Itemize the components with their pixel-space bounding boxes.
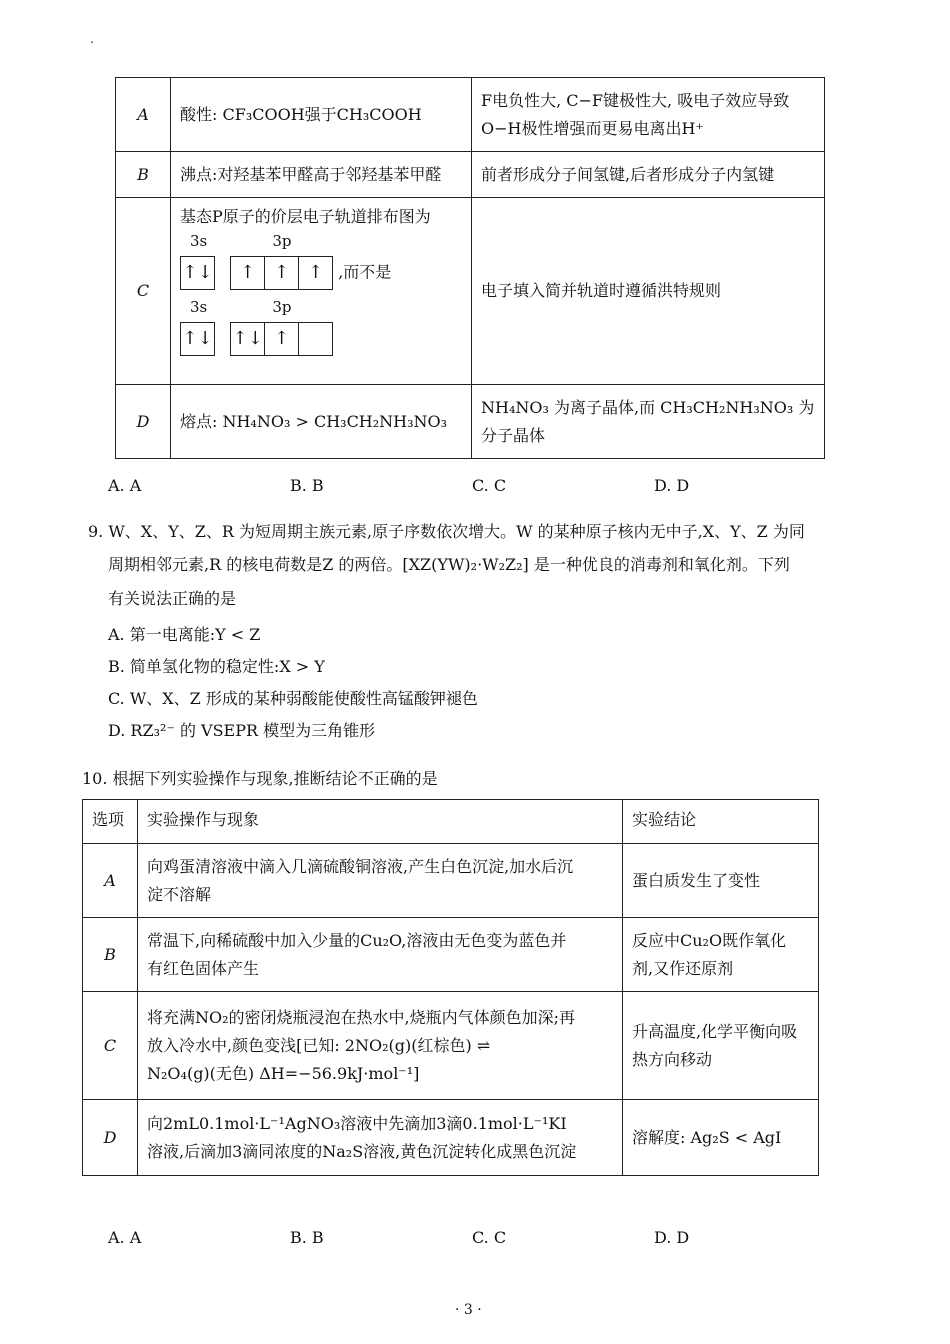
s-orbital-box [180,256,215,290]
question10-table [82,799,819,1176]
header-conclusion: 实验结论 [623,800,819,844]
conclusion-line: 升高温度,化学平衡向吸 [632,1021,798,1041]
p-orbital-boxes [230,322,333,356]
electron-box: ↑ [265,323,299,355]
row-statement: 熔点: NH₄NO₃ > CH₃CH₂NH₃NO₃ [171,385,472,459]
orbital-labels-2 [180,296,462,318]
table-row [116,385,825,459]
row-label: D [116,385,171,459]
question9-option-b[interactable]: B. 简单氢化物的稳定性:X > Y [108,657,325,676]
option-b[interactable]: B. B [290,476,324,495]
question9-option-c[interactable]: C. W、X、Z 形成的某种弱酸能使酸性高锰酸钾褪色 [108,689,478,708]
s-orbital-box [180,322,215,356]
option-a[interactable]: A. A [108,476,142,495]
electron-box: ↑↓ [182,262,213,283]
row-label: A [116,78,171,152]
row-reason: 前者形成分子间氢键,后者形成分子内氢键 [472,152,825,198]
reason-line: F电负性大, C−F键极性大, 吸电子效应导致 [481,90,790,110]
operation-line: 有红色固体产生 [147,958,260,978]
row-statement: 酸性: CF₃COOH强于CH₃COOH [171,78,472,152]
operation-line: 向2mL0.1mol·L⁻¹AgNO₃溶液中先滴加3滴0.1mol·L⁻¹KI [147,1113,567,1133]
row-reason [472,385,825,459]
question9-line1: 9. W、X、Y、Z、R 为短周期主族元素,原子序数依次增大。W 的某种原子核内无中子,X、Y、Z 为同 [88,522,805,541]
orbital-p-label: 3p [272,298,292,316]
orbital-diagram-2 [180,322,462,356]
row-label: B [116,152,171,198]
row-label: B [83,918,138,992]
page-number: · 3 · [455,1302,482,1318]
table-row [83,844,819,918]
operation-line: N₂O₄(g)(无色) ΔH=−56.9kJ·mol⁻¹] [147,1063,420,1083]
table-row [116,78,825,152]
operation-line: 常温下,向稀硫酸中加入少量的Cu₂O,溶液由无色变为蓝色并 [147,930,567,950]
reason-line: NH₄NO₃ 为离子晶体,而 CH₃CH₂NH₃NO₃ 为 [481,397,815,417]
row-conclusion: 溶解度: Ag₂S < AgI [623,1100,819,1176]
row-conclusion [623,918,819,992]
row-operation [138,1100,623,1176]
question9-line3: 有关说法正确的是 [108,589,237,608]
orbital-diagram-1 [180,256,462,290]
electron-box [299,323,332,355]
question9-option-a[interactable]: A. 第一电离能:Y < Z [108,625,261,644]
electron-box: ↑ [265,257,299,289]
operation-line: 淀不溶解 [147,884,212,904]
option-c[interactable]: C. C [472,1228,507,1247]
operation-line: 放入冷水中,颜色变浅[已知: 2NO₂(g)(红棕色) ⇌ [147,1035,491,1055]
table-row [116,198,825,385]
reason-line: O−H极性增强而更易电离出H⁺ [481,118,704,138]
electron-box: ↑↓ [182,328,213,349]
row-statement: 基态P原子的价层电子轨道排布图为 [180,207,431,226]
connector-text: ,而不是 [338,262,392,282]
orbital-s-label: 3s [190,232,208,250]
question9-option-d[interactable]: D. RZ₃²⁻ 的 VSEPR 模型为三角锥形 [108,721,376,740]
row-reason [472,78,825,152]
operation-line: 溶液,后滴加3滴同浓度的Na₂S溶液,黄色沉淀转化成黑色沉淀 [147,1141,577,1161]
option-a[interactable]: A. A [108,1228,142,1247]
row-label: D [83,1100,138,1176]
conclusion-line: 剂,又作还原剂 [632,958,734,978]
table-row [83,1100,819,1176]
option-d[interactable]: D. D [654,1228,690,1247]
row-operation [138,992,623,1100]
reason-line: 分子晶体 [481,425,546,445]
header-operation: 实验操作与现象 [138,800,623,844]
question10-title: 10. 根据下列实验操作与现象,推断结论不正确的是 [82,769,438,788]
table-row [83,918,819,992]
row-reason: 电子填入简并轨道时遵循洪特规则 [472,198,825,385]
table-row [116,152,825,198]
orbital-s-label: 3s [190,298,208,316]
table-row [83,992,819,1100]
row-conclusion [623,992,819,1100]
option-d[interactable]: D. D [654,476,690,495]
row-label: C [116,198,171,385]
table-header-row [83,800,819,844]
p-orbital-boxes [230,256,333,290]
conclusion-line: 热方向移动 [632,1049,713,1069]
row-operation [138,918,623,992]
electron-box: ↑↓ [231,323,265,355]
row-label: C [83,992,138,1100]
orbital-labels-1 [180,230,462,252]
row-conclusion: 蛋白质发生了变性 [623,844,819,918]
row-statement: 沸点:对羟基苯甲醛高于邻羟基苯甲醛 [171,152,472,198]
question8-table [115,77,825,459]
row-label: A [83,844,138,918]
orbital-p-label: 3p [272,232,292,250]
row-operation [138,844,623,918]
conclusion-line: 反应中Cu₂O既作氧化 [632,930,787,950]
row-statement-orbitals [171,198,472,385]
electron-box: ↑ [308,262,324,283]
option-c[interactable]: C. C [472,476,507,495]
header-option: 选项 [83,800,138,844]
operation-line: 将充满NO₂的密闭烧瓶浸泡在热水中,烧瓶内气体颜色加深;再 [147,1007,576,1027]
header-dot: . [90,32,94,46]
electron-box: ↑ [231,257,265,289]
question9-line2: 周期相邻元素,R 的核电荷数是Z 的两倍。[XZ(YW)₂·W₂Z₂] 是一种优良的消毒剂和氧化剂。下列 [108,555,790,574]
operation-line: 向鸡蛋清溶液中滴入几滴硫酸铜溶液,产生白色沉淀,加水后沉 [147,856,574,876]
option-b[interactable]: B. B [290,1228,324,1247]
